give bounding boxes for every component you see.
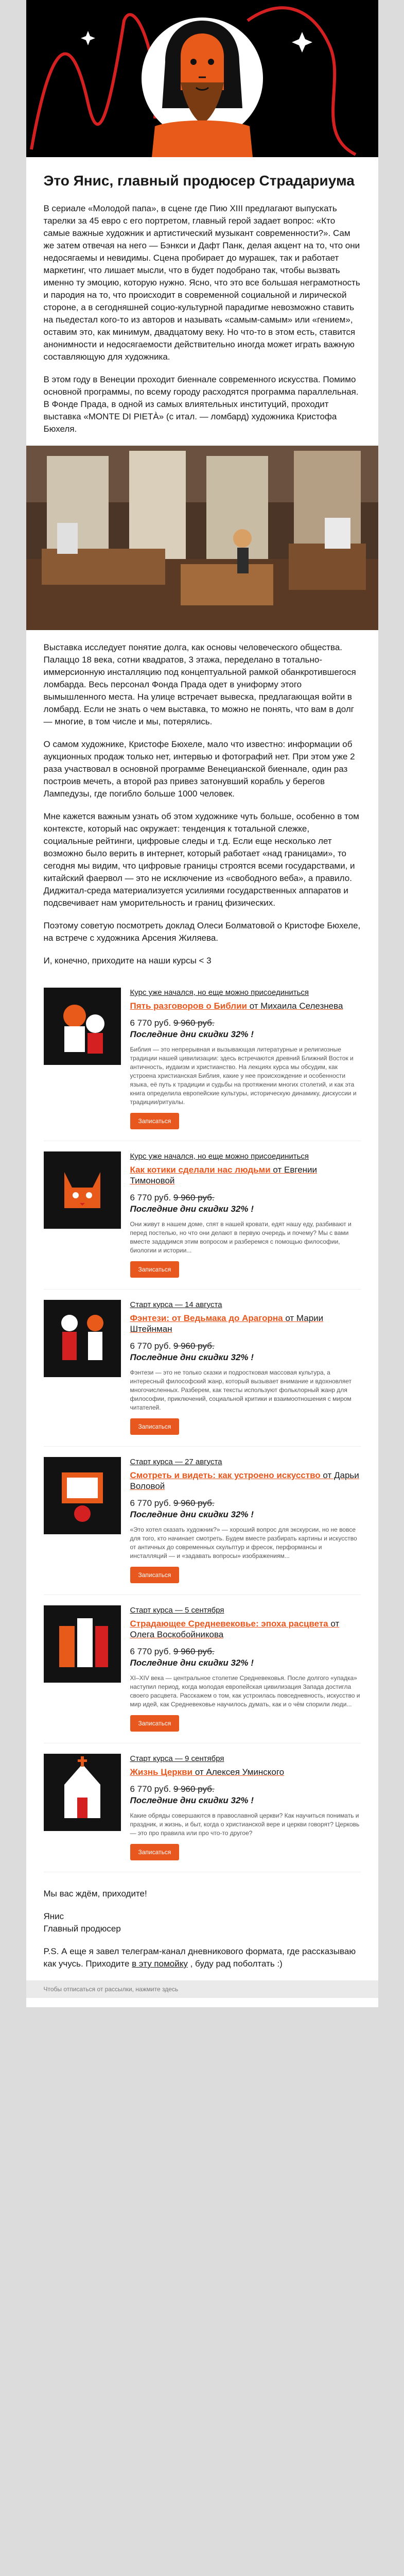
course-illustration[interactable] (44, 1605, 121, 1683)
course-item (44, 977, 361, 1141)
postscript-link[interactable]: в эту помойку (132, 1959, 188, 1969)
course-author: от Алексея Уминского (195, 1767, 285, 1777)
course-price-old: 9 960 руб. (173, 1193, 215, 1202)
medieval-illustration (44, 1605, 121, 1683)
course-info (130, 1605, 361, 1732)
course-description: Они живут в нашем доме, спят в нашей кровати, едят нашу еду, разбивают и перед постелью, но что они делают в первую очередь и почему? Мы с вами вместе зададимся этим вопросом и разберемся с помощью философии, биологии и истории... (130, 1221, 352, 1254)
enroll-button[interactable]: Записаться (130, 1844, 180, 1860)
enroll-button[interactable]: Записаться (130, 1113, 180, 1129)
course-illustration[interactable] (44, 988, 121, 1065)
course-price-old: 9 960 руб. (173, 1018, 215, 1028)
course-status-link[interactable]: Курс уже начался, но еще можно присоединиться (130, 988, 309, 997)
enroll-button[interactable]: Записаться (130, 1261, 180, 1278)
course-info (130, 1151, 361, 1278)
course-price-old: 9 960 руб. (173, 1647, 215, 1656)
course-discount: Последние дни скидки 32% ! (130, 1510, 254, 1519)
closing-line: Мы вас ждём, приходите! (43, 1889, 147, 1899)
course-illustration[interactable] (44, 1300, 121, 1377)
course-author: от Евгении Тимоновой (130, 1165, 318, 1185)
course-status-link[interactable]: Курс уже начался, но еще можно присоединиться (130, 1152, 309, 1161)
course-title-link[interactable]: Страдающее Средневековье: эпоха расцвета (130, 1619, 328, 1629)
course-item (44, 1447, 361, 1595)
course-price (130, 1192, 361, 1204)
unsubscribe-footer[interactable]: Чтобы отписаться от рассылки, нажмите здесь (26, 1980, 378, 1998)
course-info (130, 988, 361, 1129)
course-price (130, 1018, 361, 1029)
course-item (44, 1290, 361, 1447)
article-title: Это Янис, главный продюсер Страдариума (43, 173, 355, 189)
signature-name: Янис (43, 1911, 64, 1921)
exhibition-photo (26, 446, 378, 630)
course-discount: Последние дни скидки 32% ! (130, 1658, 254, 1668)
course-price-current: 6 770 руб. (130, 1647, 171, 1656)
course-illustration[interactable] (44, 1457, 121, 1534)
course-item (44, 1595, 361, 1743)
hero-illustration (26, 0, 378, 157)
course-info (130, 1754, 361, 1860)
course-price-old: 9 960 руб. (173, 1498, 215, 1508)
postscript-end: , буду рад поболтать :) (190, 1959, 283, 1969)
course-description: Какие обряды совершаются в православной церкви? Как научиться понимать и праздник, и жизнь, и быт, когда о христианской вере и церкви говорят? Церковь — это про правила или про что-то другое? (130, 1812, 360, 1837)
art-illustration (44, 1457, 121, 1534)
postscript (44, 1945, 361, 1970)
course-price-current: 6 770 руб. (130, 1784, 171, 1794)
course-info (130, 1457, 361, 1583)
course-price (130, 1646, 361, 1657)
course-item (44, 1141, 361, 1290)
enroll-button[interactable]: Записаться (130, 1715, 180, 1732)
course-price-old: 9 960 руб. (173, 1341, 215, 1351)
course-item (44, 1743, 361, 1872)
cat-illustration (44, 1151, 121, 1229)
course-title-link[interactable]: Фэнтези: от Ведьмака до Арагорна (130, 1313, 283, 1323)
email-card (26, 0, 378, 2007)
course-title-link[interactable]: Как котики сделали нас людьми (130, 1165, 271, 1175)
course-discount: Последние дни скидки 32% ! (130, 1029, 254, 1039)
course-status-link[interactable]: Старт курса — 9 сентября (130, 1754, 224, 1763)
course-price (130, 1784, 361, 1795)
exhibition-photo-image (26, 446, 378, 630)
article-paragraph: Выставка исследует понятие долга, как основы человеческого общества. Палаццо 18 века, сотни квадратов, 3 этажа, переделано в тотально-иммерсионную инсталляцию под концептуальной рамкой обанкротившегося ломбарда. Весь персонал Фонда Прада одет в униформу этого вымышленного места. На улице встречает вывеска, предлагающая войти в ломбард. Если не знать о чем выставка, то можно не понять, что вам в долг — многие, в том числе и мы, потерялись. (43, 642, 356, 726)
course-description: Библия — это непрерывная и вызывающая литературные и религиозные традиции нашей цивилизации: здесь встречаются древний Ближний Восток и античность, иудаизм и христианство. На лекциях курса мы обсудим, как устроена христианская Библия, какие у нее происхождение и особенности языка, её путь к традиции и судьбы на протяжении многих столетий, и как эта книга определила европейские культуры, историческую динамику, дискуссии и традиции/ритуалы. (130, 1046, 357, 1106)
course-status-link[interactable]: Старт курса — 14 августа (130, 1300, 222, 1309)
article-paragraph: В этом году в Венеции проходит биеннале современного искусства. Помимо основной программы, по всему городу расходятся программа параллельная. В Фонде Прада, в одной из самых влиятельных институций, проходит выставка «MONTE DI PIETÀ» (с итал. — ломбард) художника Кристофа Бюхеля. (43, 375, 359, 434)
article-paragraph: Мне кажется важным узнать об этом художнике чуть больше, особенно в том контексте, который нас окружает: тенденция к тотальной слежке, социальные рейтинги, цифровые следы и т.д. Если еще несколько лет возможно было верить в интернет, который работает «над границами», то сегодня мы видим, что цифровые границы строятся всеми государствами, и китайский фаервол — это не исключение из «свободного веба», а правило. Диджитал-среда материализуется усилиями государственных аппаратов и подсвечивает нам уморительность и границ физических. (43, 811, 359, 908)
course-author: от Дарьи Воловой (130, 1470, 359, 1491)
course-status-link[interactable]: Старт курса — 5 сентября (130, 1606, 224, 1615)
article-paragraph: О самом художнике, Кристофе Бюхеле, мало что известно: информации об аукционных продаж только нет, интервью и фотографий нет. При этом уже 2 раза участвовал в основной программе Венецианской биеннале, один раз построив мечеть, а второй раз привез затонувший корабль у берегов Лампедузы, где погибло больше 1000 человек. (43, 739, 355, 799)
course-illustration[interactable] (44, 1754, 121, 1831)
fantasy-illustration (44, 1300, 121, 1377)
course-price (130, 1498, 361, 1509)
course-price-current: 6 770 руб. (130, 1193, 171, 1202)
course-discount: Последние дни скидки 32% ! (130, 1352, 254, 1362)
article-paragraph: И, конечно, приходите на наши курсы < 3 (43, 956, 212, 965)
course-price-current: 6 770 руб. (130, 1498, 171, 1508)
course-illustration[interactable] (44, 1151, 121, 1229)
bible-illustration (44, 988, 121, 1065)
enroll-button[interactable]: Записаться (130, 1567, 180, 1583)
signature-role: Главный продюсер (43, 1924, 121, 1934)
article-paragraph: Поэтому советую посмотреть доклад Олеси Болматовой о Кристофе Бюхеле, на встрече с художника Арсения Жиляева. (43, 921, 361, 943)
hero-banner (26, 0, 378, 157)
course-author: от Марии Штейнман (130, 1313, 324, 1334)
course-discount: Последние дни скидки 32% ! (130, 1204, 254, 1214)
enroll-button[interactable]: Записаться (130, 1418, 180, 1435)
course-discount: Последние дни скидки 32% ! (130, 1795, 254, 1805)
course-description: XI–XIV века — центральное столетие Средневековья. После долгого «упадка» наступил период, когда молодая европейская цивилизация Запада достигла своего расцвета. Расскажем о том, как устроилась повседневность, искусство и мир идей, как Средневековье научилось думать, как и о чём спорили люди... (130, 1674, 360, 1708)
course-price-current: 6 770 руб. (130, 1018, 171, 1028)
course-author: от Михаила Селезнева (249, 1001, 343, 1011)
article-paragraph: В сериале «Молодой папа», в сцене где Пию XIII предлагают выпускать тарелки за 45 евро с его портретом, главный герой задает вопрос: «Кто самые важные художник и артистический музыкант современности?». Сам же затем отвечая на него — Бэнкси и Дафт Панк, делая акцент на то, что они недосягаемы и невидимы. Сцена пробирает до мурашек, так и работает маркетинг, что лишает мысли, что в будет подобрано так, чтобы вызвать именно ту эмоцию, которую нужно. Ясно, что это все большая неграмотность и пародия на то, что происходит в современной социальной и лирической стороне, а в сегодняшней социо-культурной парадигме невозможно ставить на пьедестал кого-то из авторов и называть «самым-самым» или «гением», оставим это, как минимум, двадцатому веку. Но что-то в этом есть, ставится анонимности и недосягаемости действительно иногда может играть важную составляющую для художника. (43, 204, 360, 362)
course-info (130, 1300, 361, 1435)
course-description: Фэнтези — это не только сказки и подростковая массовая культура, а интересный философский жанр, который вызывает внимание и вдохновляет многочисленных. Разберем, как тексты используют фольклорный жанр для философии, приключений, социальной критики и взаимоотношения с миром читателей. (130, 1369, 352, 1411)
course-description: «Это хотел сказать художник?» — хороший вопрос для экскурсии, но не вовсе для того, кто начинает смотреть. Будем вместе разбирать картины и искусство от античных до современных скульптур и фресок, перформансы и инсталляций — и «задавать вопросы» изображениям... (130, 1526, 357, 1560)
course-price-current: 6 770 руб. (130, 1341, 171, 1351)
church-illustration (44, 1754, 121, 1831)
course-price-old: 9 960 руб. (173, 1784, 215, 1794)
postscript-text: P.S. А еще я завел телеграм-канал дневникового формата, где рассказываю как учусь. Приходите (43, 1946, 356, 1969)
course-title-link[interactable]: Жизнь Церкви (130, 1767, 193, 1777)
course-title-link[interactable]: Пять разговоров о Библии (130, 1001, 247, 1011)
course-status-link[interactable]: Старт курса — 27 августа (130, 1458, 222, 1466)
course-price (130, 1341, 361, 1352)
course-title-link[interactable]: Смотреть и видеть: как устроено искусство (130, 1470, 321, 1480)
course-list (26, 977, 378, 1872)
course-author: от Олега Воскобойникова (130, 1619, 340, 1639)
